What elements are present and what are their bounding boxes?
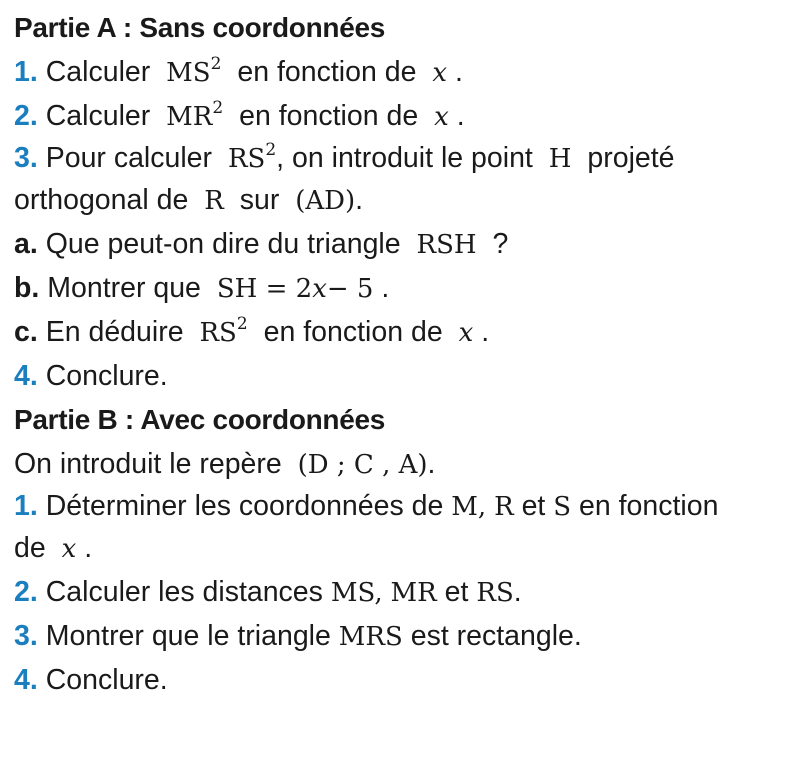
question-text: Montrer que le triangle — [45, 620, 331, 652]
math-segment: MR — [390, 578, 437, 608]
math-segment: RS — [476, 578, 514, 608]
math-expression: MRS — [338, 622, 403, 652]
part-b-intro — [14, 442, 804, 486]
math-expression: $RS^2$ — [199, 314, 248, 348]
part-b-question-1 — [14, 486, 804, 526]
math-expression: $RS^2$ — [227, 140, 277, 174]
math-point: S — [553, 492, 572, 522]
question-text: orthogonal de — [14, 184, 189, 216]
math-expression: RSH — [416, 230, 477, 260]
question-label: a. — [14, 228, 38, 260]
math-point: R — [204, 186, 224, 216]
part-b-question-4 — [14, 658, 804, 702]
question-number: 1. — [14, 56, 38, 88]
question-text: En déduire — [45, 316, 184, 348]
question-suffix: en fonction de — [237, 56, 417, 88]
question-text: en fonction — [579, 490, 719, 522]
math-expression: (D ; C , A) — [297, 450, 428, 480]
question-text: Déterminer les coordonnées de — [45, 490, 444, 522]
question-number: 3. — [14, 142, 38, 174]
period: . — [513, 576, 522, 608]
part-a-heading: Partie A : Sans coordonnées — [14, 12, 386, 43]
part-a-question-3-line-2 — [14, 178, 804, 222]
question-label: c. — [14, 316, 38, 348]
part-b-heading: Partie B : Avec coordonnées — [14, 404, 386, 435]
math-variable: x — [61, 534, 77, 564]
period: . — [481, 316, 490, 348]
period: . — [381, 272, 390, 304]
part-b-question-2 — [14, 570, 804, 614]
question-mark: ? — [492, 228, 509, 260]
question-text: Calculer — [45, 56, 151, 88]
question-number: 4. — [14, 664, 38, 696]
question-text: Calculer — [45, 100, 151, 132]
question-middle: , on introduit le point — [276, 142, 533, 174]
question-text: Calculer les distances — [45, 576, 323, 608]
question-text: Pour calculer — [45, 142, 213, 174]
question-number: 2. — [14, 576, 38, 608]
period: . — [454, 56, 463, 88]
question-suffix: en fonction de — [263, 316, 443, 348]
part-a-question-3b — [14, 266, 804, 310]
question-tail: projeté — [587, 142, 675, 174]
part-a-question-1 — [14, 50, 804, 94]
math-point: M, — [451, 492, 487, 522]
part-a-question-3 — [14, 138, 804, 178]
part-a-question-2 — [14, 94, 804, 138]
math-variable: x — [458, 318, 474, 348]
intro-text: On introduit le repère — [14, 448, 282, 480]
part-a-question-3a — [14, 222, 804, 266]
question-text: est rectangle. — [410, 620, 582, 652]
question-text: Que peut-on dire du triangle — [45, 228, 401, 260]
math-point: R — [494, 492, 514, 522]
math-expression: (AD) — [295, 186, 356, 216]
math-segment: MS, — [330, 578, 383, 608]
period: . — [427, 448, 436, 480]
math-variable: x — [434, 102, 449, 132]
part-a-question-4 — [14, 354, 804, 398]
part-b-question-3 — [14, 614, 804, 658]
question-number: 3. — [14, 620, 38, 652]
math-expression: SH = 2x− 5 — [216, 274, 374, 304]
question-number: 4. — [14, 360, 38, 392]
math-expression: $MS^2$ — [166, 54, 222, 88]
question-suffix: en fonction de — [239, 100, 419, 132]
period: . — [355, 184, 364, 216]
question-number: 2. — [14, 100, 38, 132]
period: . — [456, 100, 465, 132]
conjunction: et — [521, 490, 546, 522]
part-b-question-1-line-2 — [14, 526, 804, 570]
question-text: sur — [239, 184, 280, 216]
question-text: Conclure. — [45, 664, 168, 696]
math-point: H — [548, 144, 572, 174]
period: . — [84, 532, 93, 564]
question-label: b. — [14, 272, 40, 304]
part-a-question-3c — [14, 310, 804, 354]
question-text: de — [14, 532, 46, 564]
math-expression: $MR^2$ — [166, 98, 224, 132]
math-variable: x — [432, 58, 448, 88]
question-text: Montrer que — [47, 272, 201, 304]
question-text: Conclure. — [45, 360, 168, 392]
question-number: 1. — [14, 490, 38, 522]
conjunction: et — [444, 576, 469, 608]
exercise-page — [14, 6, 804, 702]
